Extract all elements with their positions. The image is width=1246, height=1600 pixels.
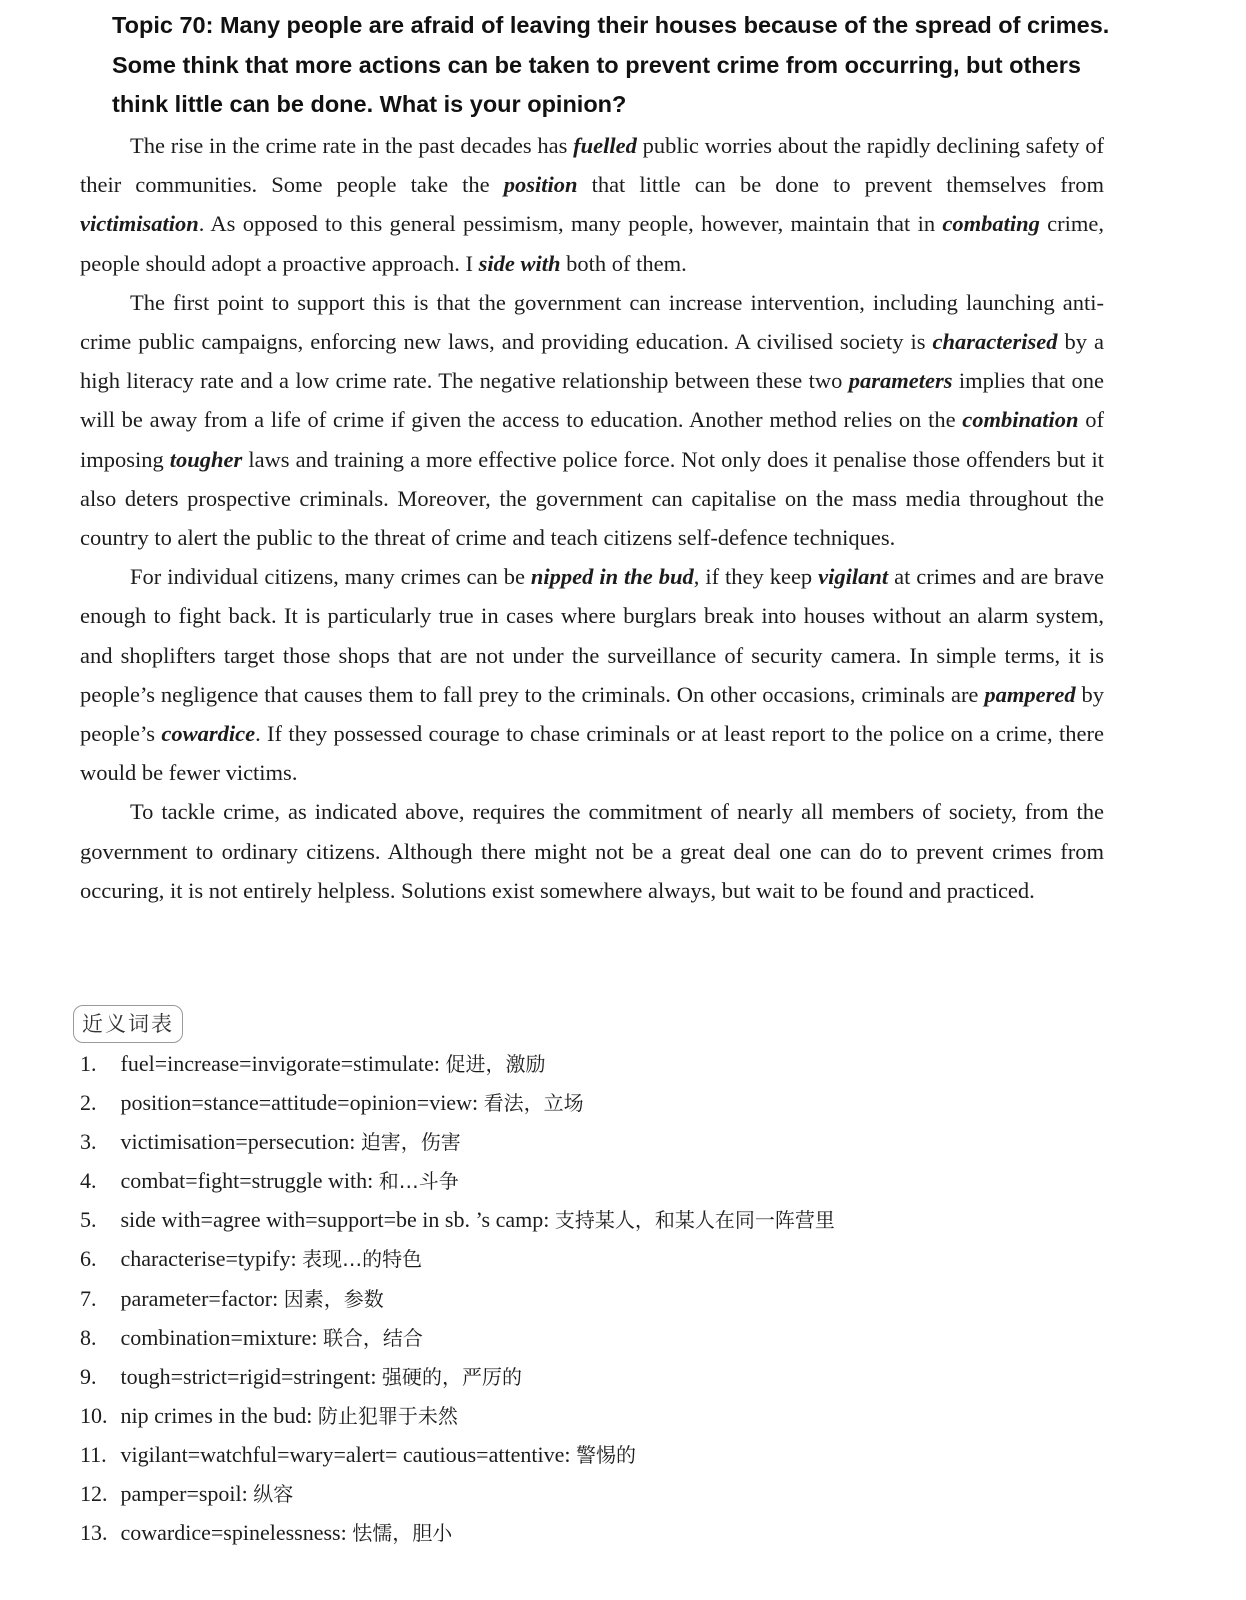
vocab-chinese: 看法，立场 xyxy=(483,1091,584,1116)
vocab-number: 3. xyxy=(80,1129,97,1155)
vocab-item xyxy=(80,1513,1080,1552)
vocab-english: tough=strict=rigid=stringent: xyxy=(120,1363,377,1389)
text-run: public worries about the rapidly declining safety of their communities. Some people take the xyxy=(80,133,1104,198)
vocab-item xyxy=(80,1044,1080,1083)
vocab-chinese: 警惕的 xyxy=(575,1442,636,1467)
vocab-item xyxy=(80,1083,1080,1122)
text-run: by a high literacy rate and a low crime rate. The negative relationship between these two xyxy=(80,329,1104,394)
vocab-item xyxy=(80,1435,1080,1474)
vocab-number: 8. xyxy=(80,1324,97,1350)
vocab-english: parameter=factor: xyxy=(120,1285,279,1311)
vocab-item xyxy=(80,1396,1080,1435)
keyword: combating xyxy=(942,211,1040,237)
keyword: nipped in the bud xyxy=(530,564,694,590)
vocab-chinese: 表现…的特色 xyxy=(302,1247,423,1272)
vocab-chinese: 和…斗争 xyxy=(378,1169,459,1194)
vocab-item xyxy=(80,1279,1080,1318)
text-run: crime, people should adopt a proactive approach. I xyxy=(80,211,1104,276)
keyword: combination xyxy=(962,407,1079,433)
text-run: laws and training a more effective police force. Not only does it penalise those offenders but it also deters prospective criminals. Moreover, the government can capitalise on the mass media throughout the country to alert the public to the threat of crime and teach citizens self-defence techniques. xyxy=(80,446,1105,551)
vocab-chinese: 联合，结合 xyxy=(322,1325,423,1350)
keyword: characterised xyxy=(932,329,1058,355)
vocab-number: 9. xyxy=(80,1363,97,1389)
vocab-number: 6. xyxy=(80,1246,97,1272)
text-run: The first point to support this is that the government can increase intervention, including launching anti-crime public campaigns, enforcing new laws, and providing education. A civilised society is xyxy=(80,289,1104,355)
vocab-item xyxy=(80,1239,1080,1278)
vocab-english: pamper=spoil: xyxy=(120,1481,248,1507)
vocab-chinese: 纵容 xyxy=(253,1482,294,1507)
essay-paragraph xyxy=(80,792,1104,910)
vocab-item xyxy=(80,1122,1080,1161)
vocab-english: vigilant=watchful=wary=alert= cautious=attentive: xyxy=(120,1441,571,1467)
vocab-english: nip crimes in the bud: xyxy=(120,1402,313,1428)
text-run: by people’s xyxy=(80,681,1104,747)
vocab-item xyxy=(80,1474,1080,1513)
essay-paragraph xyxy=(80,557,1104,792)
topic-heading: Topic 70: Many people are afraid of leaving their houses because of the spread of crimes. Some think that more actions can be taken to prevent crime from occurring, but others think little can be done. What is your opinion? xyxy=(112,12,1110,117)
text-run: of imposing xyxy=(80,407,1104,472)
vocab-item xyxy=(80,1357,1080,1396)
keyword: parameters xyxy=(848,368,953,394)
vocab-number: 7. xyxy=(80,1285,97,1311)
vocab-chinese: 怯懦，胆小 xyxy=(352,1521,453,1546)
keyword: tougher xyxy=(169,446,243,472)
text-run: For individual citizens, many crimes can be xyxy=(130,564,531,590)
keyword: side with xyxy=(478,250,561,276)
vocab-english: cowardice=spinelessness: xyxy=(120,1520,347,1546)
vocab-chinese: 因素，参数 xyxy=(283,1286,384,1311)
text-run: . If they possessed courage to chase criminals or at least report to the police on a crime, there would be fewer victims. xyxy=(80,721,1104,786)
vocab-chinese: 促进，激励 xyxy=(445,1052,546,1076)
vocab-number: 4. xyxy=(80,1168,97,1194)
vocab-item xyxy=(80,1318,1080,1357)
vocab-chinese: 支持某人，和某人在同一阵营里 xyxy=(554,1208,835,1233)
text-run: , if they keep xyxy=(693,564,819,590)
vocab-number: 5. xyxy=(80,1207,97,1233)
vocab-english: combat=fight=struggle with: xyxy=(120,1168,374,1194)
vocab-english: position=stance=attitude=opinion=view: xyxy=(120,1090,479,1116)
vocab-english: combination=mixture: xyxy=(120,1324,318,1350)
text-run: The rise in the crime rate in the past decades has xyxy=(130,133,574,158)
essay-body xyxy=(80,126,1104,910)
text-run: both of them. xyxy=(560,250,687,276)
vocab-item xyxy=(80,1200,1080,1239)
vocab-number: 11. xyxy=(80,1441,107,1467)
keyword: vigilant xyxy=(818,564,889,590)
vocab-english: side with=agree with=support=be in sb. ’s camp: xyxy=(120,1207,550,1233)
vocab-chinese: 迫害，伤害 xyxy=(360,1130,461,1155)
vocab-title-box: 近义词表 xyxy=(73,1005,183,1043)
vocab-number: 2. xyxy=(80,1090,97,1116)
essay-paragraph xyxy=(80,126,1104,283)
vocab-list xyxy=(80,1044,1080,1552)
keyword: victimisation xyxy=(80,211,199,237)
text-run: To tackle crime, as indicated above, requires the commitment of nearly all members of society, from the government to ordinary citizens. Although there might not be a great deal one can do to prevent crimes from occuring, it is not entirely helpless. Solutions exist somewhere always, but wait to be found and practiced. xyxy=(80,799,1104,903)
vocab-english: fuel=increase=invigorate=stimulate: xyxy=(120,1051,440,1076)
keyword: cowardice xyxy=(161,721,256,747)
text-run: implies that one will be away from a life of crime if given the access to education. Another method relies on the xyxy=(80,368,1104,433)
vocab-number: 10. xyxy=(80,1402,108,1428)
vocab-chinese: 强硬的，严厉的 xyxy=(381,1364,522,1389)
keyword: position xyxy=(503,172,578,198)
text-run: . As opposed to this general pessimism, many people, however, maintain that in xyxy=(198,211,943,237)
essay-paragraph xyxy=(80,283,1104,557)
keyword: fuelled xyxy=(573,133,637,158)
vocab-english: characterise=typify: xyxy=(120,1246,297,1272)
text-run: that little can be done to prevent themselves from xyxy=(577,172,1105,198)
vocab-english: victimisation=persecution: xyxy=(120,1129,356,1155)
vocab-number: 1. xyxy=(80,1051,97,1076)
vocab-number: 13. xyxy=(80,1520,108,1546)
vocab-item xyxy=(80,1161,1080,1200)
keyword: pampered xyxy=(984,681,1076,707)
vocab-number: 12. xyxy=(80,1481,108,1507)
text-run: at crimes and are brave enough to fight back. It is particularly true in cases where burglars break into houses without an alarm system, and shoplifters target those shops that are not under the surveillance of security camera. In simple terms, it is people’s negligence that causes them to fall prey to the criminals. On other occasions, criminals are xyxy=(80,564,1105,707)
vocab-chinese: 防止犯罪于未然 xyxy=(317,1403,458,1428)
